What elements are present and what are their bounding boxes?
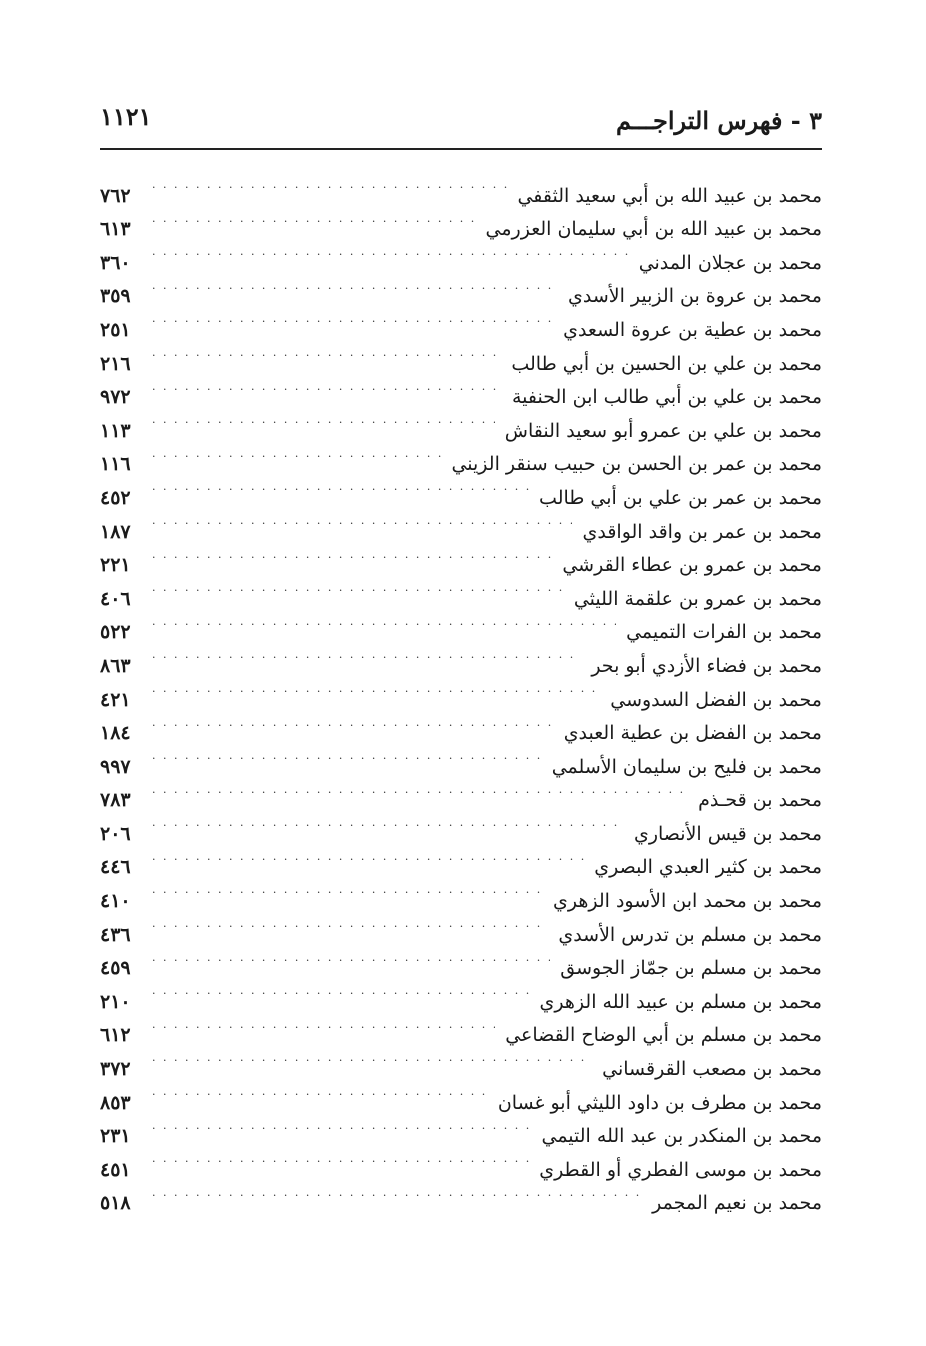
entry-page-number: ٦١٣ (100, 218, 131, 241)
entry-page-number: ١٨٧ (100, 520, 131, 543)
entry-page-number: ٨٥٣ (100, 1091, 131, 1114)
dot-leader (152, 571, 564, 605)
entry-page-number: ٤١٠ (100, 890, 131, 913)
section-title: ٣ - فهرس التراجـــم (615, 106, 822, 135)
dot-leader (152, 504, 572, 538)
entry-page-number: ١١٦ (100, 453, 131, 476)
dot-leader (152, 706, 554, 740)
entry-page-number: ٤٥٩ (100, 957, 131, 980)
entry-page-number: ٤٥١ (100, 1158, 131, 1181)
entry-name: محمد بن عمرو بن عطاء القرشي (562, 554, 822, 577)
dot-leader (152, 806, 624, 840)
entry-name: محمد بن محمد ابن الأسود الزهري (552, 890, 822, 913)
dot-leader (152, 370, 502, 404)
entry-page-number: ٤٥٢ (100, 486, 131, 509)
dot-leader (152, 974, 530, 1008)
entry-name: محمد بن موسى الفطري أو القطري (539, 1158, 822, 1181)
dot-leader (152, 739, 542, 773)
header-divider (100, 148, 822, 150)
biography-index-list (100, 168, 822, 1215)
dot-leader (152, 1142, 529, 1176)
entry-name: محمد بن عروة بن الزبير الأسدي (568, 285, 822, 308)
page-number: ١١٢١ (100, 102, 152, 131)
dot-leader (152, 907, 548, 941)
entry-name: محمد بن عمرو بن علقمة الليثي (573, 587, 822, 610)
entry-name: محمد بن قحـذم (698, 789, 822, 812)
entry-name: محمد بن كثير العبدي البصري (594, 856, 822, 879)
dot-leader (152, 403, 495, 437)
entry-name: محمد بن مصعب القرقساني (602, 1058, 822, 1081)
dot-leader (152, 873, 543, 907)
entry-name: محمد بن الفضل بن عطية العبدي (563, 722, 822, 745)
dot-leader (152, 269, 558, 303)
entry-page-number: ٦١٢ (100, 1024, 131, 1047)
entry-name: محمد بن مسلم بن أبي الوضاح القضاعي (505, 1024, 822, 1047)
entry-page-number: ٤٢١ (100, 688, 131, 711)
dot-leader (152, 1075, 488, 1109)
entry-page-number: ٣٦٠ (100, 251, 131, 274)
entry-page-number: ٤٤٦ (100, 856, 131, 879)
entry-name: محمد بن الفرات التميمي (626, 621, 822, 644)
entry-name: محمد بن نعيم المجمر (652, 1192, 822, 1215)
entry-page-number: ٣٧٢ (100, 1058, 131, 1081)
entry-page-number: ٧٨٣ (100, 789, 131, 812)
dot-leader (152, 1176, 642, 1210)
dot-leader (152, 437, 441, 471)
entry-page-number: ٩٧٢ (100, 386, 131, 409)
entry-name: محمد بن فضاء الأزدي أبو بحر (591, 654, 822, 677)
entry-name: محمد بن عمر بن واقد الواقدي (582, 520, 822, 543)
entry-page-number: ٢٣١ (100, 1125, 131, 1148)
entry-name: محمد بن مسلم بن تدرس الأسدي (558, 923, 822, 946)
entry-page-number: ٤٣٦ (100, 923, 131, 946)
entry-page-number: ١١٣ (100, 419, 131, 442)
entry-name: محمد بن عمر بن علي بن أبي طالب (539, 486, 822, 509)
dot-leader (152, 638, 581, 672)
page-header (100, 100, 822, 144)
dot-leader (152, 605, 616, 639)
entry-page-number: ٩٩٧ (100, 755, 131, 778)
index-entry (100, 168, 822, 207)
dot-leader (152, 773, 688, 807)
entry-page-number: ٢٠٦ (100, 822, 131, 845)
dot-leader (152, 1109, 531, 1143)
entry-page-number: ٥١٨ (100, 1192, 131, 1215)
entry-page-number: ١٨٤ (100, 722, 131, 745)
dot-leader (152, 235, 629, 269)
dot-leader (152, 538, 552, 572)
entry-page-number: ٢١٠ (100, 990, 131, 1013)
dot-leader (152, 202, 476, 236)
entry-page-number: ٢١٦ (100, 352, 131, 375)
dot-leader (152, 672, 600, 706)
entry-name: محمد بن عجلان المدني (638, 251, 822, 274)
entry-page-number: ٥٢٢ (100, 621, 131, 644)
dot-leader (152, 1008, 495, 1042)
entry-name: محمد بن عطية بن عروة السعدي (563, 318, 822, 341)
entry-page-number: ٢٢١ (100, 554, 131, 577)
entry-page-number: ٢٥١ (100, 318, 131, 341)
dot-leader (152, 941, 550, 975)
entry-name: محمد بن المنكدر بن عبد الله التيمي (541, 1125, 822, 1148)
entry-name: محمد بن علي بن الحسين بن أبي طالب (511, 352, 822, 375)
dot-leader (152, 840, 584, 874)
entry-name: محمد بن الفضل السدوسي (610, 688, 822, 711)
dot-leader (152, 470, 529, 504)
entry-name: محمد بن عمر بن الحسن بن حبيب سنقر الزيني (451, 453, 822, 476)
entry-name: محمد بن مسلم بن جمّاز الجوسق (560, 957, 822, 980)
entry-name: محمد بن علي بن عمرو أبو سعيد النقاش (504, 419, 822, 442)
dot-leader (152, 168, 507, 202)
entry-page-number: ٤٠٦ (100, 587, 131, 610)
dot-leader (152, 336, 501, 370)
entry-page-number: ٧٦٢ (100, 184, 131, 207)
entry-name: محمد بن مسلم بن عبيد الله الزهري (539, 990, 822, 1013)
entry-name: محمد بن فليح بن سليمان الأسلمي (551, 755, 822, 778)
entry-page-number: ٣٥٩ (100, 285, 131, 308)
entry-name: محمد بن عبيد الله بن أبي سعيد الثقفي (517, 184, 822, 207)
entry-name: محمد بن عبيد الله بن أبي سليمان العزرمي (485, 218, 822, 241)
entry-name: محمد بن مطرف بن داود الليثي أبو غسان (497, 1091, 822, 1114)
entry-page-number: ٨٦٣ (100, 654, 131, 677)
entry-name: محمد بن قيس الأنصاري (633, 822, 822, 845)
dot-leader (152, 1041, 592, 1075)
entry-name: محمد بن علي بن أبي طالب ابن الحنفية (511, 386, 822, 409)
dot-leader (152, 302, 553, 336)
